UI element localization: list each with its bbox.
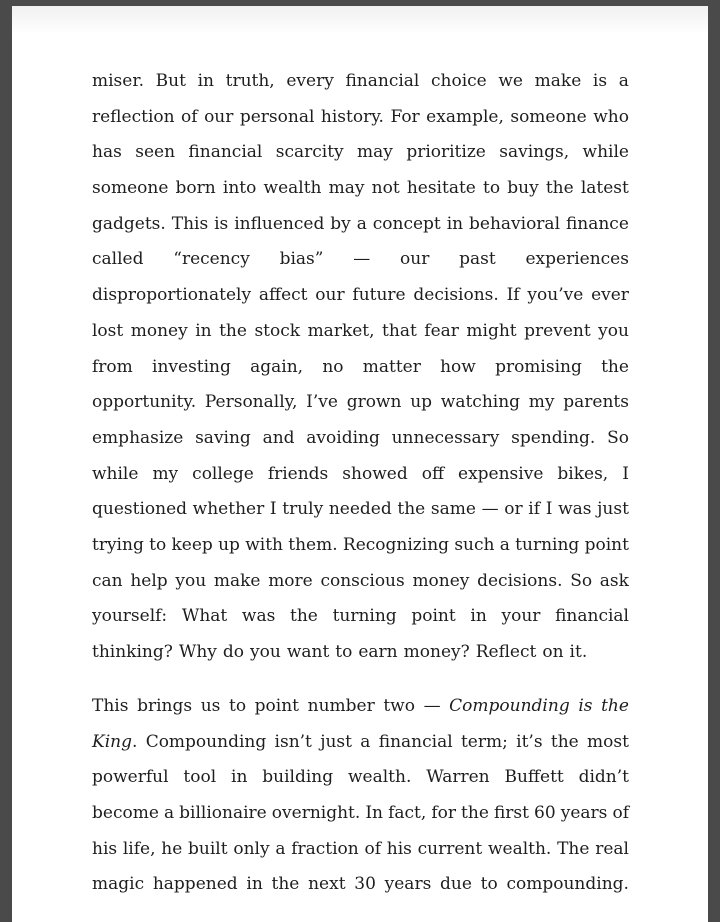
paragraph-1-line: trying to keep up with them. Recognizing such a turning point [92,534,629,555]
paragraph-2-line: powerful tool in building wealth. Warren Buffett didn’t [92,767,629,788]
paragraph-1-line: miser. But in truth, every financial choice we make is a [92,71,629,91]
paragraph-1-line: gadgets. This is influenced by a concept in behavioral finance [92,213,629,234]
paragraph-2 [92,689,629,903]
paragraph-2-line: This brings us to point number two — Compounding is the [92,696,629,716]
paragraph-1-line: reflection of our personal history. For example, someone who [92,106,629,127]
paragraph-1-line: yourself: What was the turning point in your financial [92,606,629,627]
paragraph-1-line: emphasize saving and avoiding unnecessary spending. So [92,427,629,448]
paragraph-2-line: King. Compounding isn’t just a financial term; it’s the most [92,731,629,752]
paragraph-1-line: has seen financial scarcity may prioritize savings, while [92,142,629,163]
paragraph-1-line: called “recency bias” — our past experiences [92,249,629,270]
paragraph-1-line: disproportionately affect our future decisions. If you’ve ever [92,285,629,306]
paragraph-1-line: someone born into wealth may not hesitate to buy the latest [92,178,629,199]
paragraph-1-line: from investing again, no matter how promising the [92,356,629,377]
paragraph-1-line: thinking? Why do you want to earn money? Reflect on it. [92,642,588,662]
paragraph-1-line: questioned whether I truly needed the same — or if I was just [92,499,629,520]
paragraph-2-line: magic happened in the next 30 years due to compounding. [92,874,629,895]
paragraph-1-line: opportunity. Personally, I’ve grown up watching my parents [92,392,629,413]
paragraph-2-line: his life, he built only a fraction of his current wealth. The real [92,838,629,859]
paragraph-2-line: become a billionaire overnight. In fact, for the first 60 years of [92,803,629,824]
document-page [12,6,708,922]
paragraph-1-line: lost money in the stock market, that fear might prevent you [92,320,629,341]
paragraph-1-line: while my college friends showed off expensive bikes, I [92,463,629,484]
paragraph-1-line: can help you make more conscious money decisions. So ask [92,570,629,591]
paragraph-1 [92,64,629,671]
